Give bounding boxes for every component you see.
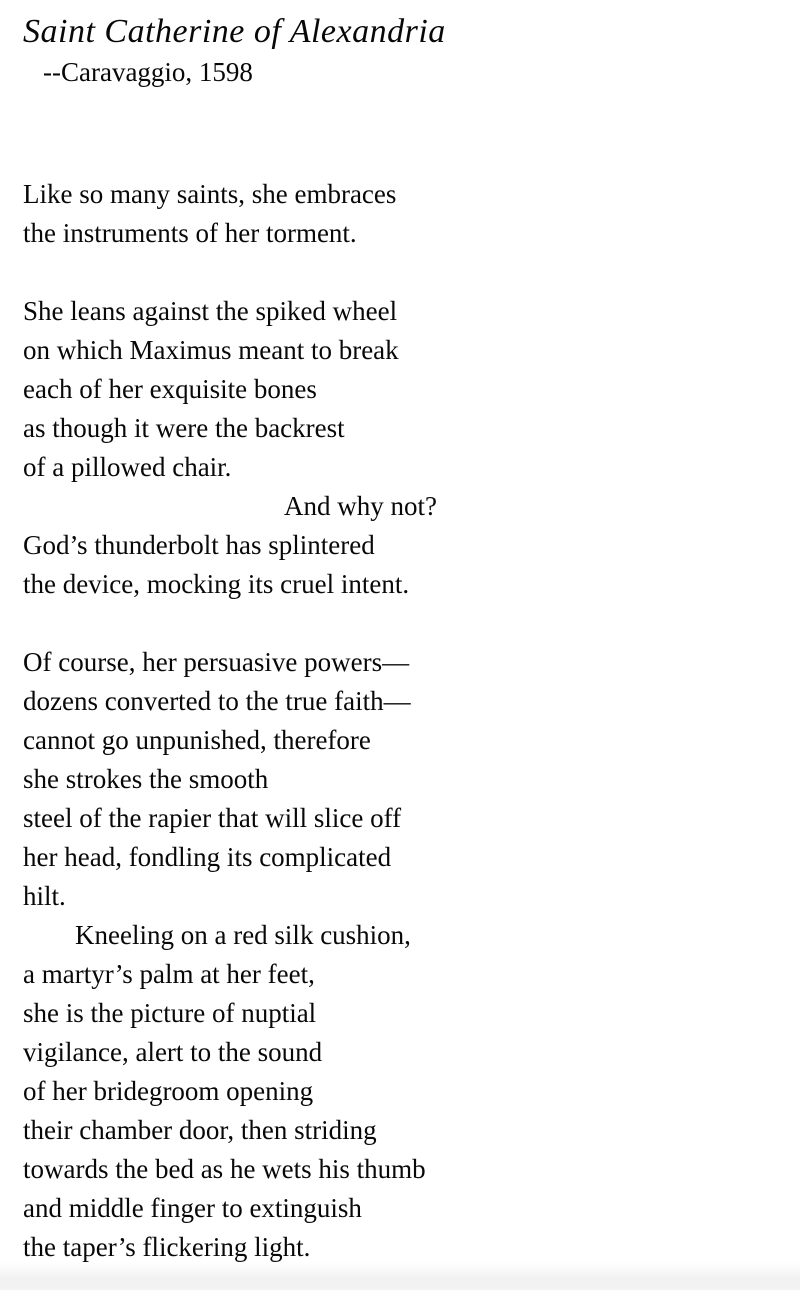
poem-line: And why not? xyxy=(284,491,437,521)
poem-line: she strokes the smooth xyxy=(23,764,269,794)
poem-line: dozens converted to the true faith— xyxy=(23,686,411,716)
poem-line: of a pillowed chair. xyxy=(23,452,232,482)
poem-title: Saint Catherine of Alexandria xyxy=(23,13,446,50)
poem-line: hilt. xyxy=(23,881,66,911)
poem-line: of her bridegroom opening xyxy=(23,1076,314,1106)
poem-line: Of course, her persuasive powers— xyxy=(23,647,410,677)
poem-line: each of her exquisite bones xyxy=(23,374,317,404)
poem-line: cannot go unpunished, therefore xyxy=(23,725,371,755)
poem-line: Kneeling on a red silk cushion, xyxy=(75,920,411,950)
poem-line: she is the picture of nuptial xyxy=(23,998,317,1028)
poem-line: her head, fondling its complicated xyxy=(23,842,392,872)
poem-stanza xyxy=(23,643,800,1267)
poem-line: and middle finger to extinguish xyxy=(23,1193,362,1223)
poem-line: the taper’s flickering light. xyxy=(23,1232,311,1262)
poem-line: the device, mocking its cruel intent. xyxy=(23,569,410,599)
poem-line: a martyr’s palm at her feet, xyxy=(23,959,315,989)
poem-line: Like so many saints, she embraces xyxy=(23,179,397,209)
poem-line: steel of the rapier that will slice off xyxy=(23,803,402,833)
poem-header xyxy=(0,0,800,89)
poem-body xyxy=(0,175,800,1267)
poem-stanza xyxy=(23,175,800,253)
poem-line: the instruments of her torment. xyxy=(23,218,357,248)
poem-line: as though it were the backrest xyxy=(23,413,345,443)
poem-line: on which Maximus meant to break xyxy=(23,335,399,365)
poem-line: She leans against the spiked wheel xyxy=(23,296,398,326)
poem-line: their chamber door, then striding xyxy=(23,1115,377,1145)
poem-stanza xyxy=(23,292,800,604)
poem-line: God’s thunderbolt has splintered xyxy=(23,530,375,560)
poem-line: towards the bed as he wets his thumb xyxy=(23,1154,426,1184)
poem-attribution: --Caravaggio, 1598 xyxy=(43,57,253,87)
poem-line: vigilance, alert to the sound xyxy=(23,1037,323,1067)
